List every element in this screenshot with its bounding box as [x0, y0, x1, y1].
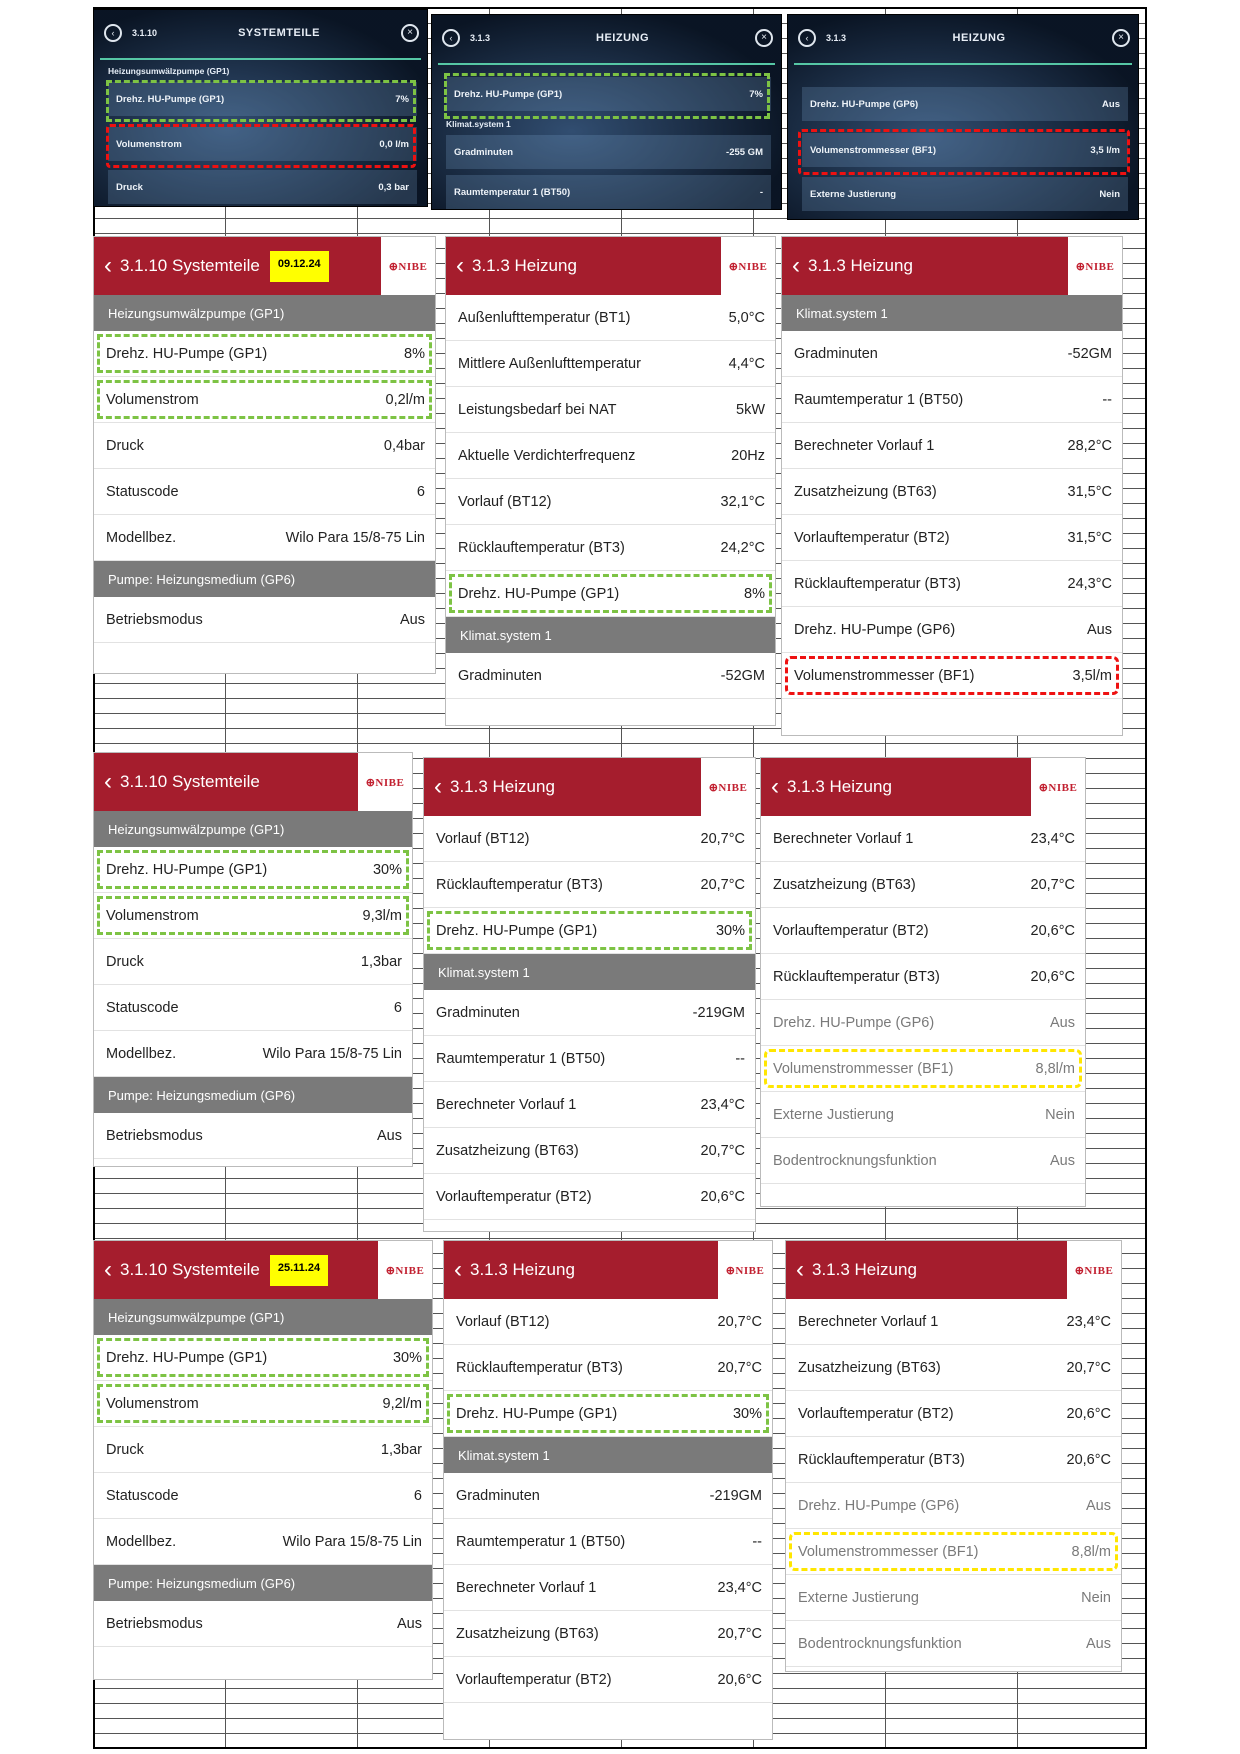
row-label: Drehz. HU-Pumpe (GP6) — [773, 1014, 935, 1031]
row-label: Drehz. HU-Pumpe (GP6) — [798, 1497, 960, 1514]
row-value: 6 — [416, 483, 425, 500]
row-label: Drehz. HU-Pumpe (GP6) — [794, 621, 956, 638]
list-row[interactable] — [782, 377, 1122, 423]
panel-header — [94, 237, 435, 295]
row-value: Aus — [1086, 1497, 1111, 1514]
back-icon: ‹ — [798, 29, 816, 47]
row-value: 7% — [395, 93, 409, 105]
list-row[interactable] — [761, 1046, 1085, 1092]
row-label: Rücklauftemperatur (BT3) — [458, 539, 625, 556]
list-row[interactable] — [94, 985, 412, 1031]
back-chevron-icon[interactable]: ‹ — [454, 1256, 462, 1283]
row-value: Aus — [1050, 1014, 1075, 1031]
list-row[interactable] — [444, 1299, 772, 1345]
row-value: 30% — [732, 1405, 762, 1422]
list-row[interactable] — [786, 1529, 1121, 1575]
row-value: Nein — [1099, 188, 1120, 200]
row-label: Externe Justierung — [810, 188, 897, 200]
list-row[interactable] — [94, 1427, 432, 1473]
photo-display-heizung-2 — [787, 14, 1139, 220]
row-value: 6 — [393, 999, 402, 1016]
page-title: 3.1.3 Heizung — [808, 256, 913, 275]
row-value: 0,4bar — [383, 437, 425, 454]
row-value: 9,3l/m — [362, 907, 402, 924]
row-value: 20,6°C — [700, 1188, 745, 1205]
row-value: 20,7°C — [700, 876, 745, 893]
panel-systemteile-09-12 — [93, 236, 436, 674]
row-label: Rücklauftemperatur (BT3) — [436, 876, 603, 893]
nibe-logo: ⊕NIBE — [1067, 1241, 1121, 1299]
list-row[interactable] — [761, 908, 1085, 954]
row-label: Volumenstrommesser (BF1) — [794, 667, 975, 684]
row-value: 30% — [715, 922, 745, 939]
nibe-logo: ⊕NIBE — [381, 237, 435, 295]
row-label: Vorlauftemperatur (BT2) — [794, 529, 950, 546]
list-row[interactable] — [446, 525, 775, 571]
list-row[interactable] — [444, 1657, 772, 1703]
row-value: 20,6°C — [1030, 968, 1075, 985]
row-label: Rücklauftemperatur (BT3) — [773, 968, 940, 985]
row-label: Gradminuten — [454, 146, 514, 158]
list-row[interactable] — [94, 1031, 412, 1077]
list-row — [446, 77, 771, 111]
row-label: Vorlauftemperatur (BT2) — [798, 1405, 954, 1422]
row-value: -- — [735, 1050, 745, 1067]
list-row[interactable] — [782, 607, 1122, 653]
page-title: 3.1.10 Systemteile — [120, 1260, 260, 1279]
row-label: Druck — [106, 437, 144, 454]
row-label: Rücklauftemperatur (BT3) — [456, 1359, 623, 1376]
row-value: 1,3bar — [380, 1441, 422, 1458]
row-value: 31,5°C — [1067, 529, 1112, 546]
row-value: 30% — [372, 861, 402, 878]
list-row — [446, 175, 771, 209]
row-value: 30% — [392, 1349, 422, 1366]
row-label: Aktuelle Verdichterfrequenz — [458, 447, 636, 464]
nibe-logo: ⊕NIBE — [358, 753, 412, 811]
row-label: Volumenstrom — [106, 391, 199, 408]
list-row[interactable] — [94, 847, 412, 893]
section-header: Heizungsumwälzpumpe (GP1) — [94, 1299, 432, 1335]
row-label: Volumenstrom — [116, 138, 182, 150]
row-label: Drehz. HU-Pumpe (GP1) — [106, 1349, 268, 1366]
menu-number: 3.1.3 — [470, 33, 491, 43]
row-value: 6 — [413, 1487, 422, 1504]
list-row[interactable] — [94, 1473, 432, 1519]
list-row[interactable] — [94, 1601, 432, 1647]
nibe-logo: ⊕NIBE — [378, 1241, 432, 1299]
list-row[interactable] — [424, 1082, 755, 1128]
list-row[interactable] — [446, 387, 775, 433]
panel-header — [94, 1241, 432, 1299]
row-value: Nein — [1081, 1589, 1111, 1606]
panel-systemteile-2 — [93, 752, 413, 1167]
back-chevron-icon[interactable]: ‹ — [792, 252, 800, 279]
section-header: Pumpe: Heizungsmedium (GP6) — [94, 1565, 432, 1601]
row-value: -219GM — [692, 1004, 745, 1021]
row-value: 24,2°C — [720, 539, 765, 556]
row-label: Zusatzheizung (BT63) — [794, 483, 937, 500]
list-row[interactable] — [446, 295, 775, 341]
list-row[interactable] — [94, 1113, 412, 1159]
row-value: Wilo Para 15/8-75 Lin — [282, 1533, 422, 1550]
row-value: 23,4°C — [717, 1579, 762, 1596]
nibe-logo: ⊕NIBE — [718, 1241, 772, 1299]
row-value: 9,2l/m — [382, 1395, 422, 1412]
row-label: Volumenstrommesser (BF1) — [810, 144, 936, 156]
row-label: Gradminuten — [458, 667, 542, 684]
list-row[interactable] — [444, 1519, 772, 1565]
menu-number: 3.1.3 — [826, 33, 847, 43]
menu-number: 3.1.10 — [132, 28, 158, 38]
row-label: Druck — [106, 953, 144, 970]
back-chevron-icon[interactable]: ‹ — [771, 773, 779, 800]
row-label: Drehz. HU-Pumpe (GP1) — [106, 345, 268, 362]
row-value: 4,4°C — [728, 355, 765, 372]
row-label: Statuscode — [106, 999, 179, 1016]
row-value: Aus — [400, 611, 425, 628]
row-value: 8% — [404, 345, 425, 362]
row-label: Externe Justierung — [773, 1106, 894, 1123]
page-title: 3.1.10 Systemteile — [120, 256, 260, 275]
list-row[interactable] — [782, 515, 1122, 561]
list-row[interactable] — [424, 862, 755, 908]
back-chevron-icon[interactable]: ‹ — [434, 773, 442, 800]
row-value: Wilo Para 15/8-75 Lin — [285, 529, 425, 546]
list-row — [802, 177, 1128, 211]
list-row[interactable] — [786, 1299, 1121, 1345]
panel-heizung-6 — [785, 1240, 1122, 1672]
row-value: 23,4°C — [1066, 1313, 1111, 1330]
row-value: 32,1°C — [720, 493, 765, 510]
list-row — [108, 170, 417, 204]
panel-header — [424, 758, 755, 816]
screen-title: HEIZUNG — [952, 32, 1006, 44]
panel-header — [786, 1241, 1121, 1299]
row-label: Drehz. HU-Pumpe (GP1) — [458, 585, 620, 602]
panel-header — [444, 1241, 772, 1299]
list-row[interactable] — [444, 1473, 772, 1519]
row-label: Berechneter Vorlauf 1 — [798, 1313, 939, 1330]
photo-display-heizung-1 — [431, 14, 782, 210]
row-value: 20,6°C — [717, 1671, 762, 1688]
row-label: Gradminuten — [456, 1487, 540, 1504]
close-icon: × — [1112, 29, 1130, 47]
row-value: Aus — [397, 1615, 422, 1632]
section-header: Klimat.system 1 — [446, 617, 775, 653]
list-row[interactable] — [782, 423, 1122, 469]
row-label: Berechneter Vorlauf 1 — [794, 437, 935, 454]
list-row[interactable] — [94, 1381, 432, 1427]
panel-heizung-4 — [760, 757, 1086, 1207]
nibe-logo: ⊕NIBE — [1068, 237, 1122, 295]
panel-systemteile-25-11 — [93, 1240, 433, 1680]
row-label: Berechneter Vorlauf 1 — [436, 1096, 577, 1113]
screen-title: HEIZUNG — [596, 32, 650, 44]
section-header: Pumpe: Heizungsmedium (GP6) — [94, 561, 435, 597]
list-row[interactable] — [94, 469, 435, 515]
row-label: Berechneter Vorlauf 1 — [773, 830, 914, 847]
row-label: Gradminuten — [794, 345, 878, 362]
row-label: Berechneter Vorlauf 1 — [456, 1579, 597, 1596]
row-label: Externe Justierung — [798, 1589, 919, 1606]
row-value: 23,4°C — [700, 1096, 745, 1113]
row-label: Zusatzheizung (BT63) — [798, 1359, 941, 1376]
list-row[interactable] — [761, 954, 1085, 1000]
panel-header — [446, 237, 775, 295]
row-label: Raumtemperatur 1 (BT50) — [794, 391, 964, 408]
list-row[interactable] — [444, 1391, 772, 1437]
row-label: Mittlere Außenlufttemperatur — [458, 355, 641, 372]
row-value: 20,7°C — [717, 1359, 762, 1376]
panel-heizung-1 — [445, 236, 776, 726]
row-label: Betriebsmodus — [106, 1127, 203, 1144]
row-value: -219GM — [709, 1487, 762, 1504]
row-value: 7% — [749, 88, 763, 100]
list-row[interactable] — [446, 653, 775, 699]
list-row[interactable] — [444, 1611, 772, 1657]
list-row[interactable] — [444, 1345, 772, 1391]
row-label: Vorlauftemperatur (BT2) — [456, 1671, 612, 1688]
row-value: 0,2l/m — [385, 391, 425, 408]
row-label: Betriebsmodus — [106, 611, 203, 628]
row-label: Rücklauftemperatur (BT3) — [798, 1451, 965, 1468]
row-value: 20,7°C — [700, 1142, 745, 1159]
list-row[interactable] — [94, 1335, 432, 1381]
list-row[interactable] — [446, 433, 775, 479]
back-chevron-icon[interactable]: ‹ — [104, 252, 112, 279]
nibe-logo: ⊕NIBE — [721, 237, 775, 295]
row-label: Vorlauf (BT12) — [436, 830, 530, 847]
list-row[interactable] — [782, 331, 1122, 377]
row-value: -- — [752, 1533, 762, 1550]
row-label: Drehz. HU-Pumpe (GP6) — [810, 98, 919, 110]
list-row[interactable] — [94, 331, 435, 377]
row-label: Volumenstrommesser (BF1) — [798, 1543, 979, 1560]
row-value: 5,0°C — [728, 309, 765, 326]
row-value: 8,8l/m — [1035, 1060, 1075, 1077]
row-value: 20,7°C — [717, 1313, 762, 1330]
row-label: Volumenstrom — [106, 907, 199, 924]
row-value: 20,7°C — [717, 1625, 762, 1642]
list-row[interactable] — [786, 1391, 1121, 1437]
back-chevron-icon[interactable]: ‹ — [104, 768, 112, 795]
page-title: 3.1.10 Systemteile — [120, 772, 260, 791]
panel-heizung-5 — [443, 1240, 773, 1740]
list-row[interactable] — [94, 423, 435, 469]
list-row[interactable] — [786, 1575, 1121, 1621]
row-value: 31,5°C — [1067, 483, 1112, 500]
section-header: Klimat.system 1 — [444, 1437, 772, 1473]
list-row[interactable] — [424, 908, 755, 954]
row-value: 3,5l/m — [1072, 667, 1112, 684]
row-value: 24,3°C — [1067, 575, 1112, 592]
panel-heizung-2 — [781, 236, 1123, 736]
row-label: Betriebsmodus — [106, 1615, 203, 1632]
list-row[interactable] — [94, 515, 435, 561]
list-row[interactable] — [761, 816, 1085, 862]
row-label: Modellbez. — [106, 1533, 177, 1550]
section-label: Heizungsumwälzpumpe (GP1) — [108, 66, 230, 76]
back-chevron-icon[interactable]: ‹ — [796, 1256, 804, 1283]
row-label: Bodentrocknungsfunktion — [773, 1152, 937, 1169]
list-row[interactable] — [94, 1519, 432, 1565]
back-chevron-icon[interactable]: ‹ — [456, 252, 464, 279]
list-row[interactable] — [446, 479, 775, 525]
list-row[interactable] — [782, 653, 1122, 699]
row-value: - — [759, 186, 763, 198]
list-row[interactable] — [424, 1128, 755, 1174]
row-label: Außenlufttemperatur (BT1) — [458, 309, 631, 326]
row-label: Zusatzheizung (BT63) — [773, 876, 916, 893]
section-header: Heizungsumwälzpumpe (GP1) — [94, 811, 412, 847]
screen-title: SYSTEMTEILE — [238, 27, 320, 39]
list-row[interactable] — [786, 1483, 1121, 1529]
photo-display-systemteile — [93, 9, 428, 207]
list-row[interactable] — [786, 1437, 1121, 1483]
row-value: 20,7°C — [1030, 876, 1075, 893]
row-value: 1,3bar — [360, 953, 402, 970]
row-label: Druck — [116, 181, 143, 193]
list-row[interactable] — [786, 1621, 1121, 1667]
row-label: Modellbez. — [106, 1045, 177, 1062]
list-row[interactable] — [782, 561, 1122, 607]
row-value: 0,3 bar — [378, 181, 409, 193]
list-row[interactable] — [761, 1092, 1085, 1138]
list-row — [802, 133, 1128, 167]
row-label: Leistungsbedarf bei NAT — [458, 401, 617, 418]
page-title: 3.1.3 Heizung — [470, 1260, 575, 1279]
list-row[interactable] — [782, 469, 1122, 515]
row-label: Vorlauftemperatur (BT2) — [773, 922, 929, 939]
row-value: 0,0 l/m — [379, 138, 409, 150]
row-value: -52GM — [720, 667, 765, 684]
date-label: 25.11.24 — [270, 1255, 328, 1286]
section-label: Klimat.system 1 — [446, 119, 511, 129]
page-title: 3.1.3 Heizung — [472, 256, 577, 275]
section-header: Heizungsumwälzpumpe (GP1) — [94, 295, 435, 331]
list-row[interactable] — [424, 1174, 755, 1220]
row-label: Raumtemperatur 1 (BT50) — [436, 1050, 606, 1067]
list-row[interactable] — [444, 1565, 772, 1611]
list-row — [802, 87, 1128, 121]
row-value: 8,8l/m — [1071, 1543, 1111, 1560]
row-label: Bodentrocknungsfunktion — [798, 1635, 962, 1652]
row-label: Raumtemperatur 1 (BT50) — [456, 1533, 626, 1550]
list-row[interactable] — [94, 939, 412, 985]
row-label: Raumtemperatur 1 (BT50) — [454, 186, 571, 198]
row-label: Drehz. HU-Pumpe (GP1) — [106, 861, 268, 878]
row-label: Zusatzheizung (BT63) — [436, 1142, 579, 1159]
row-value: 3,5 l/m — [1090, 144, 1120, 156]
page-title: 3.1.3 Heizung — [812, 1260, 917, 1279]
row-value: -52GM — [1067, 345, 1112, 362]
panel-header — [782, 237, 1122, 295]
row-label: Rücklauftemperatur (BT3) — [794, 575, 961, 592]
row-label: Volumenstrommesser (BF1) — [773, 1060, 954, 1077]
row-value: 8% — [744, 585, 765, 602]
row-label: Modellbez. — [106, 529, 177, 546]
section-header: Klimat.system 1 — [424, 954, 755, 990]
row-value: 20,6°C — [1030, 922, 1075, 939]
list-row[interactable] — [446, 571, 775, 617]
row-label: Vorlauf (BT12) — [456, 1313, 550, 1330]
row-value: Aus — [1086, 1635, 1111, 1652]
list-row — [446, 135, 771, 169]
row-value: -255 GM — [726, 146, 763, 158]
panel-heizung-3 — [423, 757, 756, 1232]
list-row[interactable] — [761, 862, 1085, 908]
panel-header — [94, 753, 412, 811]
list-row[interactable] — [94, 597, 435, 643]
row-value: Aus — [377, 1127, 402, 1144]
row-value: 20,7°C — [1066, 1359, 1111, 1376]
row-value: Aus — [1102, 98, 1120, 110]
list-row[interactable] — [446, 341, 775, 387]
row-label: Drehz. HU-Pumpe (GP1) — [436, 922, 598, 939]
row-label: Statuscode — [106, 483, 179, 500]
nibe-logo: ⊕NIBE — [1031, 758, 1085, 816]
row-value: Aus — [1087, 621, 1112, 638]
page-title: 3.1.3 Heizung — [450, 777, 555, 796]
back-chevron-icon[interactable]: ‹ — [104, 1256, 112, 1283]
row-label: Zusatzheizung (BT63) — [456, 1625, 599, 1642]
list-row[interactable] — [424, 1036, 755, 1082]
list-row[interactable] — [761, 1000, 1085, 1046]
list-row[interactable] — [94, 377, 435, 423]
list-row — [108, 127, 417, 161]
row-value: Nein — [1045, 1106, 1075, 1123]
list-row[interactable] — [786, 1345, 1121, 1391]
row-value: Aus — [1050, 1152, 1075, 1169]
list-row[interactable] — [424, 816, 755, 862]
back-icon: ‹ — [442, 29, 460, 47]
section-header: Pumpe: Heizungsmedium (GP6) — [94, 1077, 412, 1113]
close-icon: × — [755, 29, 773, 47]
row-label: Vorlauf (BT12) — [458, 493, 552, 510]
row-value: 23,4°C — [1030, 830, 1075, 847]
row-label: Drehz. HU-Pumpe (GP1) — [116, 93, 225, 105]
page-title: 3.1.3 Heizung — [787, 777, 892, 796]
nibe-logo: ⊕NIBE — [701, 758, 755, 816]
row-value: -- — [1102, 391, 1112, 408]
row-value: 20Hz — [731, 447, 765, 464]
panel-header — [761, 758, 1085, 816]
row-value: Wilo Para 15/8-75 Lin — [262, 1045, 402, 1062]
section-header: Klimat.system 1 — [782, 295, 1122, 331]
row-label: Drehz. HU-Pumpe (GP1) — [454, 88, 563, 100]
row-label: Vorlauftemperatur (BT2) — [436, 1188, 592, 1205]
row-label: Drehz. HU-Pumpe (GP1) — [456, 1405, 618, 1422]
row-value: 28,2°C — [1067, 437, 1112, 454]
row-value: 5kW — [736, 401, 765, 418]
list-row — [108, 82, 417, 116]
list-row[interactable] — [761, 1138, 1085, 1184]
back-icon: ‹ — [104, 24, 122, 42]
row-value: 20,7°C — [700, 830, 745, 847]
row-value: 20,6°C — [1066, 1405, 1111, 1422]
list-row[interactable] — [424, 990, 755, 1036]
row-label: Statuscode — [106, 1487, 179, 1504]
row-value: 20,6°C — [1066, 1451, 1111, 1468]
row-label: Druck — [106, 1441, 144, 1458]
row-label: Volumenstrom — [106, 1395, 199, 1412]
close-icon: × — [401, 24, 419, 42]
list-row[interactable] — [94, 893, 412, 939]
date-label: 09.12.24 — [270, 251, 329, 282]
row-label: Gradminuten — [436, 1004, 520, 1021]
